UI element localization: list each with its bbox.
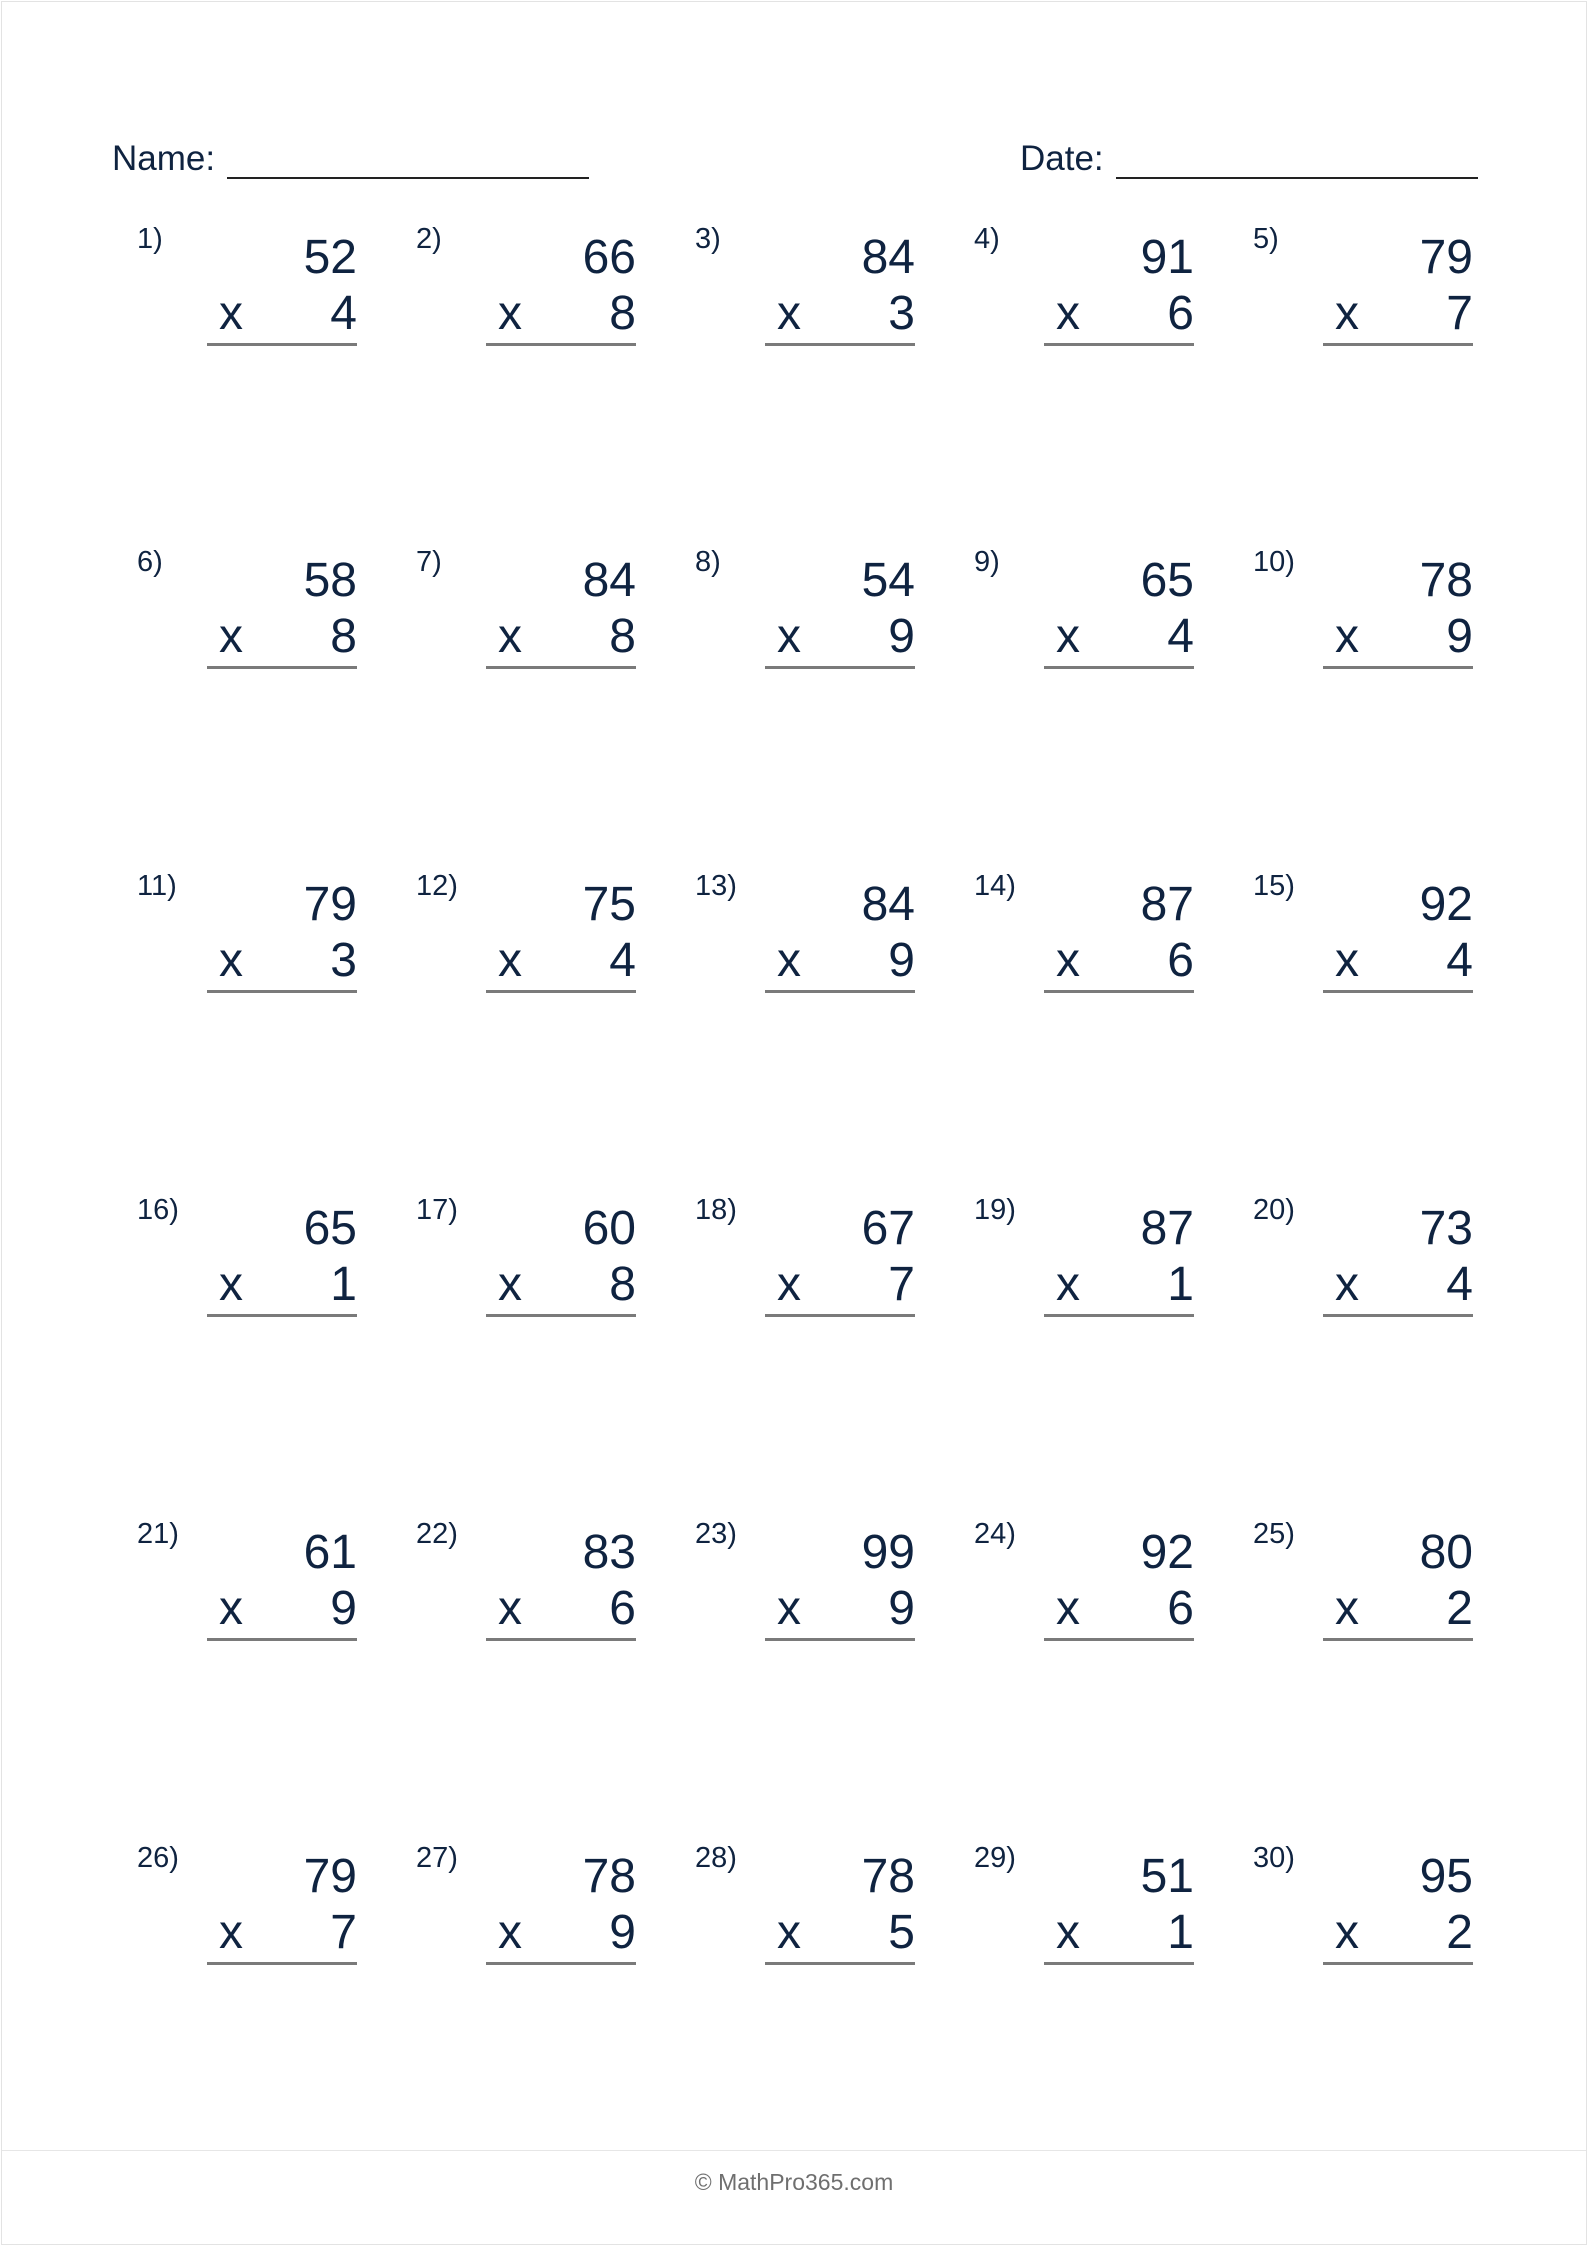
problem-number: 6) xyxy=(137,546,163,578)
problem-item xyxy=(695,223,915,353)
multiplier-row xyxy=(765,1582,915,1636)
problem-number: 20) xyxy=(1253,1194,1295,1226)
multiplier: 1 xyxy=(1167,1258,1194,1311)
multiplier: 1 xyxy=(330,1258,357,1311)
answer-line[interactable] xyxy=(765,1962,915,1965)
multiplicand: 66 xyxy=(582,231,636,284)
multiplicand: 91 xyxy=(1140,231,1194,284)
problem-number: 11) xyxy=(137,870,177,902)
multiplier-row xyxy=(765,610,915,664)
answer-line[interactable] xyxy=(1323,343,1473,346)
name-label: Name: xyxy=(112,139,216,178)
multiplier: 4 xyxy=(1167,610,1194,663)
problem-number: 8) xyxy=(695,546,721,578)
multiplicand: 54 xyxy=(861,554,915,607)
multiplier: 9 xyxy=(1446,610,1473,663)
answer-line[interactable] xyxy=(765,990,915,993)
multiplicand: 78 xyxy=(582,1850,636,1903)
problem-item xyxy=(416,1842,636,1972)
multiplicand: 73 xyxy=(1419,1202,1473,1255)
multiplicand: 84 xyxy=(861,231,915,284)
multiplier: 3 xyxy=(330,934,357,987)
multiplier: 9 xyxy=(330,1582,357,1635)
answer-line[interactable] xyxy=(207,1962,357,1965)
problem-item xyxy=(416,1518,636,1648)
multiply-operator: x xyxy=(498,610,522,663)
multiply-operator: x xyxy=(1056,610,1080,663)
multiplicand: 79 xyxy=(303,878,357,931)
multiplicand: 60 xyxy=(582,1202,636,1255)
problem-number: 19) xyxy=(974,1194,1016,1226)
multiply-operator: x xyxy=(1335,1906,1359,1959)
answer-line[interactable] xyxy=(765,666,915,669)
multiplier-row xyxy=(1044,610,1194,664)
multiplier: 8 xyxy=(330,610,357,663)
answer-line[interactable] xyxy=(1044,990,1194,993)
multiply-operator: x xyxy=(1056,1258,1080,1311)
problem-item xyxy=(1253,1842,1473,1972)
problem-item xyxy=(137,1518,357,1648)
multiply-operator: x xyxy=(219,610,243,663)
multiplier-row xyxy=(486,287,636,341)
multiplicand: 92 xyxy=(1419,878,1473,931)
multiplicand: 67 xyxy=(861,1202,915,1255)
multiplier-row xyxy=(207,934,357,988)
problem-item xyxy=(137,870,357,1000)
multiply-operator: x xyxy=(219,287,243,340)
problem-item xyxy=(137,546,357,676)
multiply-operator: x xyxy=(777,610,801,663)
problem-item xyxy=(1253,546,1473,676)
multiplier: 6 xyxy=(609,1582,636,1635)
multiply-operator: x xyxy=(1335,610,1359,663)
multiplicand: 78 xyxy=(1419,554,1473,607)
multiplier: 3 xyxy=(888,287,915,340)
multiplicand: 65 xyxy=(303,1202,357,1255)
problem-item xyxy=(137,223,357,353)
multiply-operator: x xyxy=(498,1258,522,1311)
problem-item xyxy=(974,546,1194,676)
problem-item xyxy=(1253,223,1473,353)
multiplier-row xyxy=(1044,1582,1194,1636)
problem-item xyxy=(416,870,636,1000)
multiplier-row xyxy=(207,1906,357,1960)
problem-number: 12) xyxy=(416,870,458,902)
answer-line[interactable] xyxy=(1044,1962,1194,1965)
problem-number: 5) xyxy=(1253,223,1279,255)
multiplicand: 58 xyxy=(303,554,357,607)
problem-number: 26) xyxy=(137,1842,179,1874)
problem-number: 2) xyxy=(416,223,442,255)
problem-number: 17) xyxy=(416,1194,458,1226)
multiplier-row xyxy=(1323,1906,1473,1960)
problem-item xyxy=(416,223,636,353)
multiplicand: 87 xyxy=(1140,878,1194,931)
multiply-operator: x xyxy=(1056,1582,1080,1635)
multiplier-row xyxy=(765,287,915,341)
multiplier: 9 xyxy=(888,1582,915,1635)
date-field xyxy=(1020,137,1478,179)
multiplicand: 95 xyxy=(1419,1850,1473,1903)
date-label: Date: xyxy=(1020,139,1104,178)
problem-item xyxy=(695,1518,915,1648)
multiply-operator: x xyxy=(1056,287,1080,340)
problem-item xyxy=(1253,1194,1473,1324)
answer-line[interactable] xyxy=(1044,1314,1194,1317)
multiplier: 8 xyxy=(609,287,636,340)
answer-line[interactable] xyxy=(1323,990,1473,993)
multiplicand: 51 xyxy=(1140,1850,1194,1903)
multiply-operator: x xyxy=(777,934,801,987)
multiplier-row xyxy=(1044,287,1194,341)
answer-line[interactable] xyxy=(486,1962,636,1965)
multiply-operator: x xyxy=(1335,1258,1359,1311)
multiplier: 4 xyxy=(609,934,636,987)
multiplier-row xyxy=(207,1582,357,1636)
multiplier-row xyxy=(207,610,357,664)
multiplier: 9 xyxy=(888,934,915,987)
name-blank-line[interactable] xyxy=(227,137,589,179)
answer-line[interactable] xyxy=(1323,1314,1473,1317)
multiplicand: 80 xyxy=(1419,1526,1473,1579)
answer-line[interactable] xyxy=(1044,1638,1194,1641)
problem-number: 7) xyxy=(416,546,442,578)
answer-line[interactable] xyxy=(207,1314,357,1317)
date-blank-line[interactable] xyxy=(1116,137,1478,179)
answer-line[interactable] xyxy=(765,343,915,346)
multiplier: 6 xyxy=(1167,1582,1194,1635)
multiply-operator: x xyxy=(1335,1582,1359,1635)
answer-line[interactable] xyxy=(1323,1638,1473,1641)
problem-number: 18) xyxy=(695,1194,737,1226)
multiplicand: 92 xyxy=(1140,1526,1194,1579)
multiply-operator: x xyxy=(498,1582,522,1635)
multiplicand: 99 xyxy=(861,1526,915,1579)
multiply-operator: x xyxy=(1335,934,1359,987)
multiplicand: 61 xyxy=(303,1526,357,1579)
problem-item xyxy=(1253,1518,1473,1648)
multiplicand: 79 xyxy=(303,1850,357,1903)
problem-item xyxy=(416,546,636,676)
problem-number: 16) xyxy=(137,1194,179,1226)
answer-line[interactable] xyxy=(765,1314,915,1317)
multiplicand: 84 xyxy=(582,554,636,607)
multiplier: 9 xyxy=(609,1906,636,1959)
answer-line[interactable] xyxy=(1323,666,1473,669)
multiplier-row xyxy=(765,934,915,988)
problem-item xyxy=(1253,870,1473,1000)
problem-item xyxy=(137,1194,357,1324)
answer-line[interactable] xyxy=(486,1638,636,1641)
multiplicand: 78 xyxy=(861,1850,915,1903)
answer-line[interactable] xyxy=(207,666,357,669)
problem-item xyxy=(974,870,1194,1000)
multiplier: 2 xyxy=(1446,1906,1473,1959)
answer-line[interactable] xyxy=(1044,666,1194,669)
multiplier: 6 xyxy=(1167,287,1194,340)
problem-item xyxy=(137,1842,357,1972)
multiplier-row xyxy=(486,1582,636,1636)
answer-line[interactable] xyxy=(486,343,636,346)
multiplicand: 52 xyxy=(303,231,357,284)
problem-item xyxy=(974,1842,1194,1972)
problem-number: 21) xyxy=(137,1518,179,1550)
answer-line[interactable] xyxy=(207,1638,357,1641)
problem-number: 30) xyxy=(1253,1842,1295,1874)
problem-number: 25) xyxy=(1253,1518,1295,1550)
multiplier: 5 xyxy=(888,1906,915,1959)
problem-number: 28) xyxy=(695,1842,737,1874)
multiply-operator: x xyxy=(1056,1906,1080,1959)
problem-item xyxy=(974,223,1194,353)
multiply-operator: x xyxy=(1056,934,1080,987)
problem-number: 15) xyxy=(1253,870,1295,902)
answer-line[interactable] xyxy=(486,666,636,669)
problem-number: 1) xyxy=(137,223,163,255)
footer-copyright: © MathPro365.com xyxy=(694,2169,894,2195)
multiplier-row xyxy=(1323,1258,1473,1312)
problem-number: 24) xyxy=(974,1518,1016,1550)
multiply-operator: x xyxy=(219,1582,243,1635)
name-field xyxy=(112,137,589,179)
problem-item xyxy=(695,546,915,676)
problem-number: 29) xyxy=(974,1842,1016,1874)
multiplier-row xyxy=(486,1906,636,1960)
multiply-operator: x xyxy=(777,287,801,340)
problem-item xyxy=(695,870,915,1000)
multiplier: 7 xyxy=(1446,287,1473,340)
multiplier-row xyxy=(1323,1582,1473,1636)
multiplier-row xyxy=(207,1258,357,1312)
problem-number: 4) xyxy=(974,223,1000,255)
problem-item xyxy=(974,1518,1194,1648)
problem-number: 14) xyxy=(974,870,1016,902)
multiplier: 4 xyxy=(1446,934,1473,987)
multiplier: 1 xyxy=(1167,1906,1194,1959)
answer-line[interactable] xyxy=(765,1638,915,1641)
answer-line[interactable] xyxy=(486,1314,636,1317)
multiply-operator: x xyxy=(219,934,243,987)
problem-item xyxy=(416,1194,636,1324)
multiplier: 9 xyxy=(888,610,915,663)
multiplier-row xyxy=(486,1258,636,1312)
multiplicand: 87 xyxy=(1140,1202,1194,1255)
multiplier-row xyxy=(765,1258,915,1312)
multiply-operator: x xyxy=(498,287,522,340)
multiplier: 8 xyxy=(609,1258,636,1311)
problem-item xyxy=(974,1194,1194,1324)
answer-line[interactable] xyxy=(207,343,357,346)
multiplier-row xyxy=(486,610,636,664)
problem-number: 23) xyxy=(695,1518,737,1550)
problem-item xyxy=(695,1194,915,1324)
multiply-operator: x xyxy=(219,1906,243,1959)
multiply-operator: x xyxy=(1335,287,1359,340)
multiplier: 6 xyxy=(1167,934,1194,987)
multiplier-row xyxy=(1044,1258,1194,1312)
answer-line[interactable] xyxy=(486,990,636,993)
answer-line[interactable] xyxy=(1323,1962,1473,1965)
multiplier-row xyxy=(765,1906,915,1960)
multiplier-row xyxy=(207,287,357,341)
multiply-operator: x xyxy=(777,1582,801,1635)
multiplier-row xyxy=(486,934,636,988)
problem-number: 10) xyxy=(1253,546,1295,578)
multiplicand: 65 xyxy=(1140,554,1194,607)
multiplier-row xyxy=(1044,934,1194,988)
multiply-operator: x xyxy=(777,1906,801,1959)
multiplier: 4 xyxy=(1446,1258,1473,1311)
multiplier: 2 xyxy=(1446,1582,1473,1635)
multiply-operator: x xyxy=(219,1258,243,1311)
problem-number: 9) xyxy=(974,546,1000,578)
footer-divider xyxy=(2,2150,1586,2151)
multiply-operator: x xyxy=(777,1258,801,1311)
answer-line[interactable] xyxy=(1044,343,1194,346)
multiplier-row xyxy=(1323,287,1473,341)
multiplier: 4 xyxy=(330,287,357,340)
multiply-operator: x xyxy=(498,1906,522,1959)
multiplier-row xyxy=(1044,1906,1194,1960)
multiplicand: 75 xyxy=(582,878,636,931)
multiplier: 7 xyxy=(330,1906,357,1959)
problem-number: 13) xyxy=(695,870,737,902)
multiply-operator: x xyxy=(498,934,522,987)
multiplier-row xyxy=(1323,934,1473,988)
multiplicand: 79 xyxy=(1419,231,1473,284)
answer-line[interactable] xyxy=(207,990,357,993)
problem-number: 27) xyxy=(416,1842,458,1874)
multiplier: 7 xyxy=(888,1258,915,1311)
multiplicand: 84 xyxy=(861,878,915,931)
multiplier: 8 xyxy=(609,610,636,663)
problem-item xyxy=(695,1842,915,1972)
multiplier-row xyxy=(1323,610,1473,664)
problem-number: 22) xyxy=(416,1518,458,1550)
problem-number: 3) xyxy=(695,223,721,255)
multiplicand: 83 xyxy=(582,1526,636,1579)
